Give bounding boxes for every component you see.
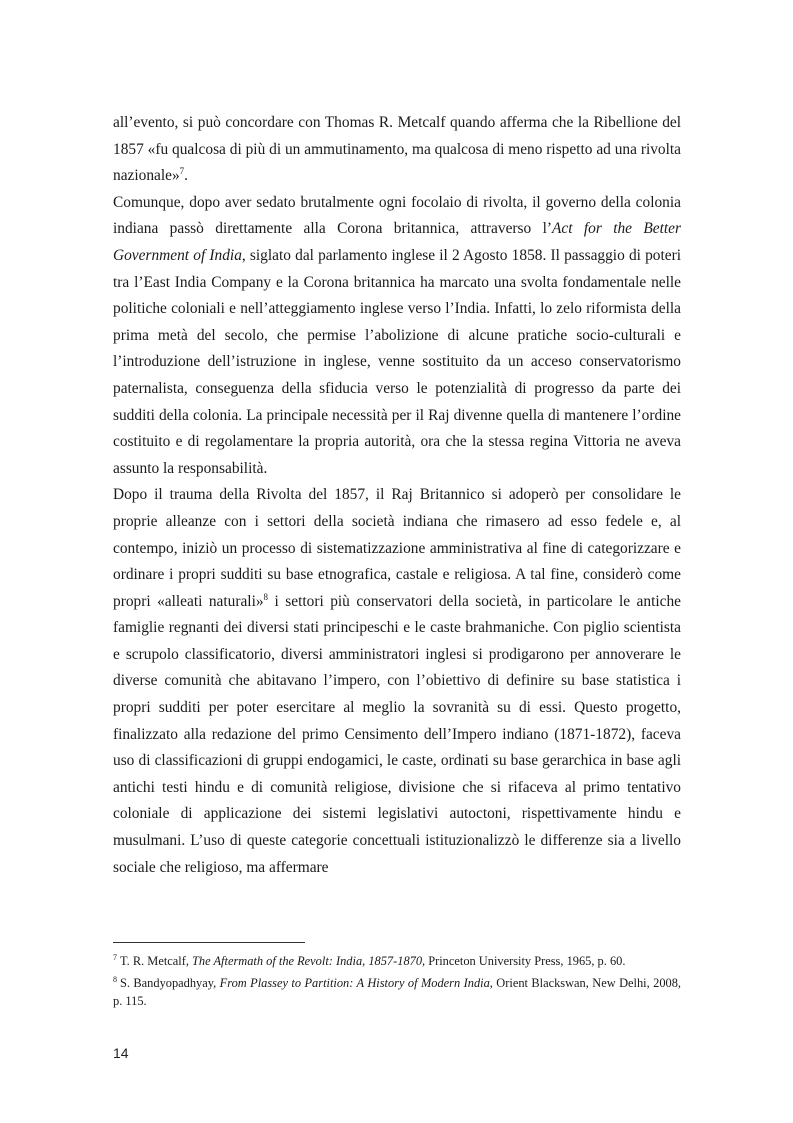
footnotes-section: [113, 942, 681, 1014]
page-body: [113, 110, 681, 881]
footnote-ref-7[interactable]: 7: [179, 166, 185, 177]
footnote-7-author: T. R. Metcalf,: [120, 954, 193, 968]
footnote-divider: [113, 942, 305, 943]
page-number: 14: [113, 1045, 129, 1061]
paragraph-1-text: all’evento, si può concordare con Thomas R. Metcalf quando afferma che la Ribellione del 1857 «fu qualcosa di più di un ammutinamento, ma qualcosa di meno rispetto ad una rivolta nazionale»: [113, 114, 681, 185]
footnote-8: [113, 974, 681, 1010]
footnote-ref-8[interactable]: 8: [263, 591, 269, 602]
paragraph-2-italic-title: Act for the Better Government of India: [113, 220, 681, 264]
footnote-8-author: S. Bandyopadhyay,: [120, 976, 220, 990]
paragraph-2-text-b: , siglato dal parlamento inglese il 2 Agosto 1858. Il passaggio di poteri tra l’East India Company e la Corona britannica ha marcato una svolta fondamentale nelle politiche coloniali e nell’atteggiamento inglese verso l’India. Infatti, lo zelo riformista della prima metà del secolo, che permise l’abolizione di alcune pratiche socio-culturali e l’introduzione dell’istruzione in inglese, venne sostituito da un acceso conservatorismo paternalista, conseguenza della sfiducia verso le potenzialità di progresso da parte dei sudditi della colonia. La principale necessità per il Raj divenne quella di mantenere l’ordine costituito e di regolamentare la propria autorità, ora che la stessa regina Vittoria ne aveva assunto la responsabilità.: [113, 246, 681, 477]
footnote-7: [113, 952, 681, 970]
paragraph-3-text-a: Dopo il trauma della Rivolta del 1857, il Raj Britannico si adoperò per consolidare le proprie alleanze con i settori della società indiana che rimasero ad esso fedele e, al contempo, iniziò un processo di sistematizzazione amministrativa al fine di categorizzare e ordinare i propri sudditi su base etnografica, castale e religiosa. A tal fine, considerò come propri «alleati naturali»: [113, 486, 681, 610]
paragraph-2-text-a: Comunque, dopo aver sedato brutalmente ogni focolaio di rivolta, il governo della colonia indiana passò direttamente alla Corona britannica, attraverso l’: [113, 193, 681, 238]
paragraph-3: [113, 482, 681, 881]
footnote-8-rest: , Orient Blackswan, New Delhi, 2008, p. 115.: [113, 976, 682, 1008]
footnote-7-rest: , Princeton University Press, 1965, p. 60.: [422, 954, 626, 968]
paragraph-2: [113, 190, 681, 483]
paragraph-3-text-b: i settori più conservatori della società, in particolare le antiche famiglie regnanti dei diversi stati principeschi e le caste brahmaniche. Con piglio scientista e scrupolo classificatorio, diversi amministratori inglesi si prodigarono per annoverare le diverse comunità che abitavano l’impero, con l’obiettivo di definire su base statistica i propri sudditi per poter esercitare al meglio la sovranità su di essi. Questo progetto, finalizzato alla redazione del primo Censimento dell’Impero indiano (1871-1872), faceva uso di classificazioni di gruppi endogamici, le caste, ordinati su base gerarchica in base agli antichi testi hindu e di comunità religiose, divisione che si rifaceva al primo tentativo coloniale di applicazione dei sistemi legislativi autoctoni, rispettivamente hindu e musulmani. L’uso di queste categorie concettuali istituzionalizzò le differenze sia a livello sociale che religioso, ma affermare: [113, 592, 681, 876]
paragraph-1: all’evento, si può concordare con Thomas R. Metcalf quando afferma che la Ribellione del 1857 «fu qualcosa di più di un ammutinamento, ma qualcosa di meno rispetto ad una rivolta nazionale»$^7$.: [113, 114, 681, 185]
footnote-7-number: 7: [113, 953, 117, 962]
footnote-8-title: From Plassey to Partition: A History of Modern India: [219, 976, 490, 990]
footnote-7-title: The Aftermath of the Revolt: India, 1857-1870: [192, 954, 423, 968]
footnote-8-number: 8: [113, 975, 117, 984]
